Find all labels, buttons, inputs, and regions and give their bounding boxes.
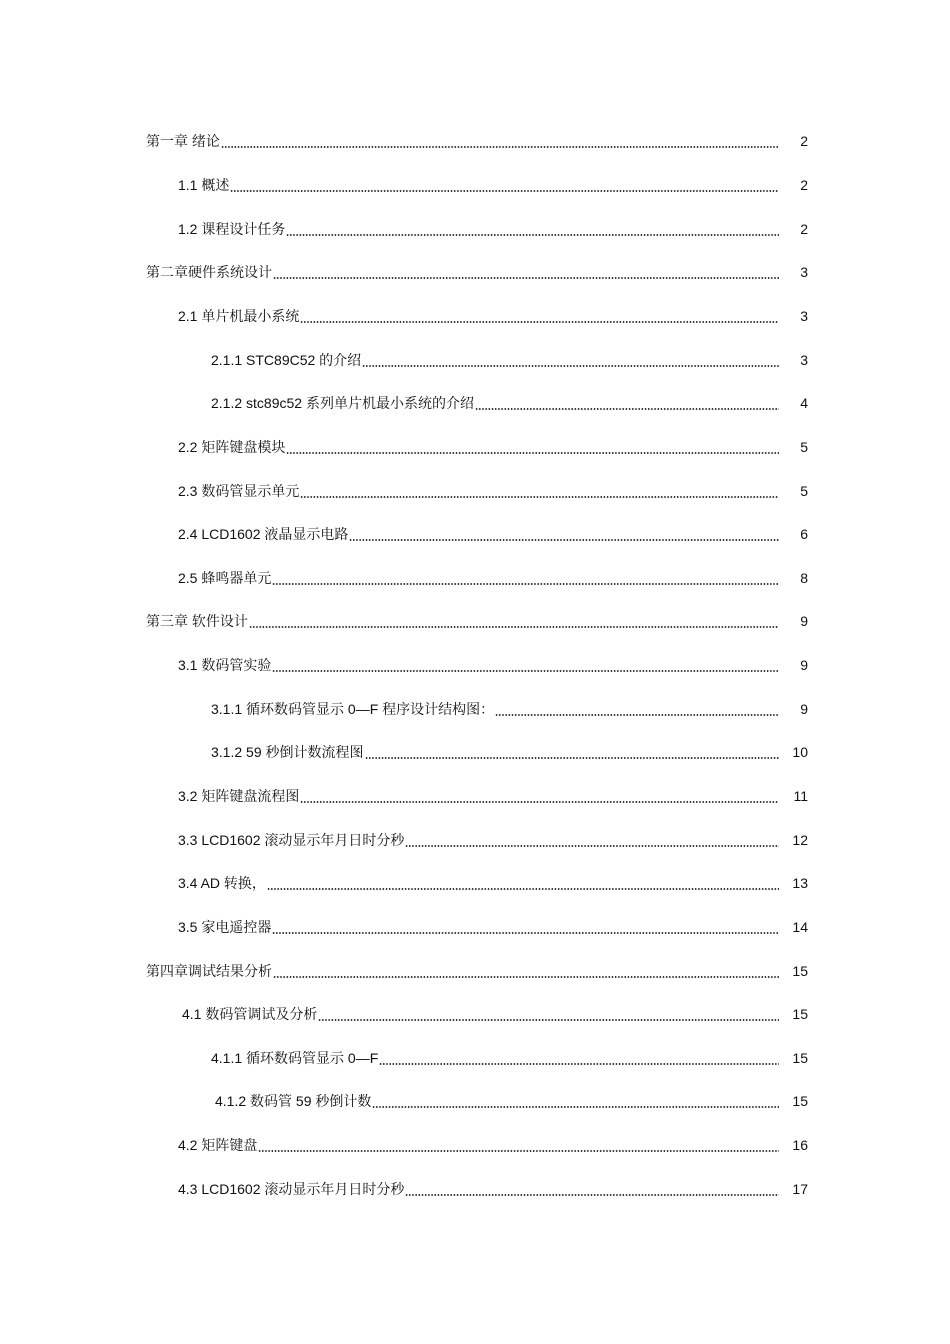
toc-entry-title: 4.1.2 数码管 59 秒倒计数 — [215, 1093, 372, 1109]
toc-entry-title: 3.1.2 59 秒倒计数流程图 — [211, 744, 364, 760]
toc-leader-dots — [300, 787, 779, 805]
toc-leader-dots — [272, 569, 779, 587]
toc-entry-title: 第四章调试结果分析 — [146, 963, 272, 979]
toc-leader-dots — [362, 351, 779, 369]
toc-entry-page: 5 — [800, 483, 808, 499]
toc-entry[interactable] — [0, 993, 950, 1023]
toc-entry[interactable] — [0, 120, 950, 150]
toc-entry[interactable] — [0, 862, 950, 892]
toc-entry-title: 4.1 数码管调试及分析 — [182, 1006, 318, 1022]
toc-leader-dots — [286, 438, 779, 456]
toc-leader-dots — [273, 263, 779, 281]
toc-leader-dots — [365, 743, 780, 761]
toc-entry-page: 3 — [800, 352, 808, 368]
toc-entry[interactable] — [0, 513, 950, 543]
toc-entry-title: 第一章 绪论 — [146, 133, 220, 149]
toc-leader-dots — [495, 700, 779, 718]
toc-leader-dots — [272, 656, 779, 674]
toc-entry[interactable] — [0, 819, 950, 849]
toc-entry[interactable] — [0, 164, 950, 194]
toc-leader-dots — [272, 918, 779, 936]
toc-entry-title: 3.5 家电遥控器 — [178, 919, 272, 935]
toc-entry[interactable] — [0, 382, 950, 412]
toc-entry-title: 第二章硬件系统设计 — [146, 264, 272, 280]
toc-entry[interactable] — [0, 731, 950, 761]
toc-entry-page: 10 — [792, 744, 808, 760]
toc-entry-title: 2.5 蜂鸣器单元 — [178, 570, 272, 586]
toc-entry-page: 11 — [793, 788, 808, 804]
toc-entry-page: 16 — [792, 1137, 808, 1153]
toc-entry[interactable] — [0, 426, 950, 456]
toc-leader-dots — [379, 1049, 779, 1067]
toc-entry-page: 5 — [800, 439, 808, 455]
toc-entry-page: 13 — [792, 875, 808, 891]
toc-leader-dots — [230, 176, 779, 194]
toc-leader-dots — [286, 220, 779, 238]
toc-entry-title: 2.4 LCD1602 液晶显示电路 — [178, 526, 349, 542]
toc-entry-title: 4.2 矩阵键盘 — [178, 1137, 258, 1153]
toc-entry-title: 4.1.1 循环数码管显示 0—F — [211, 1050, 379, 1066]
toc-entry-page: 4 — [800, 395, 808, 411]
toc-entry-title: 2.1 单片机最小系统 — [178, 308, 300, 324]
toc-entry-page: 3 — [800, 264, 808, 280]
toc-leader-dots — [405, 831, 779, 849]
toc-leader-dots — [267, 874, 779, 892]
toc-entry-title: 3.1 数码管实验 — [178, 657, 272, 673]
toc-entry[interactable] — [0, 470, 950, 500]
toc-entry-page: 8 — [800, 570, 808, 586]
toc-entry[interactable] — [0, 600, 950, 630]
toc-entry-title: 第三章 软件设计 — [146, 613, 248, 629]
toc-entry-page: 15 — [792, 1050, 808, 1066]
toc-entry-title: 3.1.1 循环数码管显示 0—F 程序设计结构图： — [211, 701, 495, 717]
toc-entry[interactable] — [0, 688, 950, 718]
toc-leader-dots — [372, 1092, 779, 1110]
toc-entry-title: 2.3 数码管显示单元 — [178, 483, 300, 499]
toc-entry-page: 9 — [800, 657, 808, 673]
toc-entry[interactable] — [0, 208, 950, 238]
toc-leader-dots — [318, 1005, 779, 1023]
toc-entry-title: 4.3 LCD1602 滚动显示年月日时分秒 — [178, 1181, 405, 1197]
toc-leader-dots — [349, 525, 779, 543]
toc-entry[interactable] — [0, 1124, 950, 1154]
toc-entry-page: 3 — [800, 308, 808, 324]
toc-leader-dots — [300, 307, 779, 325]
toc-leader-dots — [300, 482, 779, 500]
toc-entry-page: 9 — [800, 613, 808, 629]
toc-entry-title: 1.1 概述 — [178, 177, 230, 193]
toc-leader-dots — [249, 612, 779, 630]
toc-entry-title: 2.1.2 stc89c52 系列单片机最小系统的介绍 — [211, 395, 474, 411]
toc-entry-page: 2 — [800, 221, 808, 237]
toc-entry-page: 17 — [792, 1181, 808, 1197]
toc-entry-title: 2.1.1 STC89C52 的介绍 — [211, 352, 362, 368]
toc-entry[interactable] — [0, 1080, 950, 1110]
toc-leader-dots — [221, 132, 779, 150]
toc-leader-dots — [258, 1136, 779, 1154]
toc-entry-page: 15 — [792, 963, 808, 979]
toc-entry-title: 1.2 课程设计任务 — [178, 221, 286, 237]
toc-entry[interactable] — [0, 906, 950, 936]
toc-leader-dots — [475, 394, 779, 412]
toc-entry[interactable] — [0, 339, 950, 369]
toc-entry-page: 2 — [800, 133, 808, 149]
toc-entry[interactable] — [0, 950, 950, 980]
toc-entry[interactable] — [0, 251, 950, 281]
toc-entry[interactable] — [0, 644, 950, 674]
toc-entry-title: 3.3 LCD1602 滚动显示年月日时分秒 — [178, 832, 405, 848]
toc-entry[interactable] — [0, 557, 950, 587]
toc-entry-page: 15 — [792, 1006, 808, 1022]
toc-entry[interactable] — [0, 775, 950, 805]
toc-entry-page: 15 — [792, 1093, 808, 1109]
toc-leader-dots — [405, 1180, 779, 1198]
toc-entry[interactable] — [0, 295, 950, 325]
toc-entry-page: 14 — [792, 919, 808, 935]
toc-entry-title: 2.2 矩阵键盘模块 — [178, 439, 286, 455]
toc-entry-page: 9 — [800, 701, 808, 717]
toc-entry[interactable] — [0, 1168, 950, 1198]
toc-entry-page: 2 — [800, 177, 808, 193]
toc-entry-page: 6 — [800, 526, 808, 542]
toc-entry-title: 3.4 AD 转换， — [178, 875, 266, 891]
toc-entry-page: 12 — [792, 832, 808, 848]
toc-entry[interactable] — [0, 1037, 950, 1067]
toc-entry-title: 3.2 矩阵键盘流程图 — [178, 788, 300, 804]
toc-leader-dots — [273, 962, 779, 980]
